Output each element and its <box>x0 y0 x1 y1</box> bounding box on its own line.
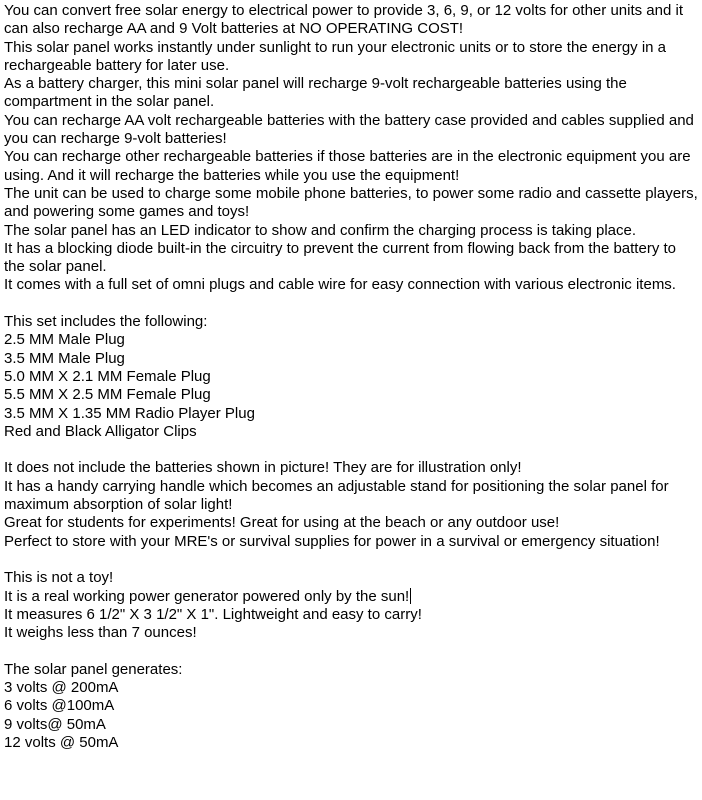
toy-line: It weighs less than 7 ounces! <box>4 624 197 642</box>
toy-section <box>4 569 698 642</box>
note-paragraph: Perfect to store with your MRE's or survival supplies for power in a survival or emergency situation! <box>4 532 660 550</box>
includes-item: 3.5 MM Male Plug <box>4 349 125 367</box>
includes-heading: This set includes the following: <box>4 313 208 331</box>
includes-item: 5.0 MM X 2.1 MM Female Plug <box>4 367 211 385</box>
toy-line: It measures 6 1/2" X 3 1/2" X 1". Lightweight and easy to carry! <box>4 605 422 623</box>
generates-section <box>4 661 698 752</box>
intro-paragraph: You can recharge AA volt rechargeable batteries with the battery case provided and cables supplied and you can recharge 9-volt batteries! <box>4 111 694 148</box>
includes-item: 2.5 MM Male Plug <box>4 331 125 349</box>
intro-paragraph: You can convert free solar energy to electrical power to provide 3, 6, 9, or 12 volts for other units and it can also recharge AA and 9 Volt batteries at NO OPERATING COST! <box>4 2 683 38</box>
generates-item: 9 volts@ 50mA <box>4 715 106 733</box>
intro-paragraph: It comes with a full set of omni plugs and cable wire for easy connection with various electronic items. <box>4 276 676 294</box>
intro-paragraph: It has a blocking diode built-in the circuitry to prevent the current from flowing back from the battery to the solar panel. <box>4 239 676 276</box>
blank-line <box>4 551 698 569</box>
intro-paragraph: The unit can be used to charge some mobile phone batteries, to power some radio and cassette players, and powering some games and toys! <box>4 184 698 221</box>
intro-paragraph: You can recharge other rechargeable batteries if those batteries are in the electronic equipment you are using. And it will recharge the batteries while you use the equipment! <box>4 148 691 184</box>
toy-line: This is not a toy! <box>4 569 114 587</box>
includes-item: 5.5 MM X 2.5 MM Female Plug <box>4 386 211 404</box>
includes-item: Red and Black Alligator Clips <box>4 422 197 440</box>
blank-line <box>4 441 698 459</box>
intro-paragraph: As a battery charger, this mini solar panel will recharge 9-volt rechargeable batteries using the compartment in the solar panel. <box>4 75 627 111</box>
notes-section <box>4 459 698 550</box>
generates-item: 6 volts @100mA <box>4 697 115 715</box>
toy-line <box>4 588 698 606</box>
intro-paragraph: This solar panel works instantly under sunlight to run your electronic units or to store the energy in a rechargeable battery for later use. <box>4 38 667 74</box>
blank-line <box>4 295 698 313</box>
generates-heading: The solar panel generates: <box>4 660 183 678</box>
includes-section <box>4 313 698 441</box>
generates-item: 3 volts @ 200mA <box>4 678 119 696</box>
note-paragraph: Great for students for experiments! Great for using at the beach or any outdoor use! <box>4 514 560 532</box>
text-caret <box>410 588 411 604</box>
intro-section <box>4 2 698 295</box>
note-paragraph: It does not include the batteries shown in picture! They are for illustration only! <box>4 459 522 477</box>
note-paragraph: It has a handy carrying handle which becomes an adjustable stand for positioning the solar panel for maximum absorption of solar light! <box>4 477 669 514</box>
includes-item: 3.5 MM X 1.35 MM Radio Player Plug <box>4 404 255 422</box>
toy-line-text: It is a real working power generator powered only by the sun! <box>4 587 410 605</box>
document-body <box>4 2 698 752</box>
generates-item: 12 volts @ 50mA <box>4 733 119 751</box>
intro-paragraph: The solar panel has an LED indicator to show and confirm the charging process is taking place. <box>4 221 637 239</box>
blank-line <box>4 642 698 660</box>
